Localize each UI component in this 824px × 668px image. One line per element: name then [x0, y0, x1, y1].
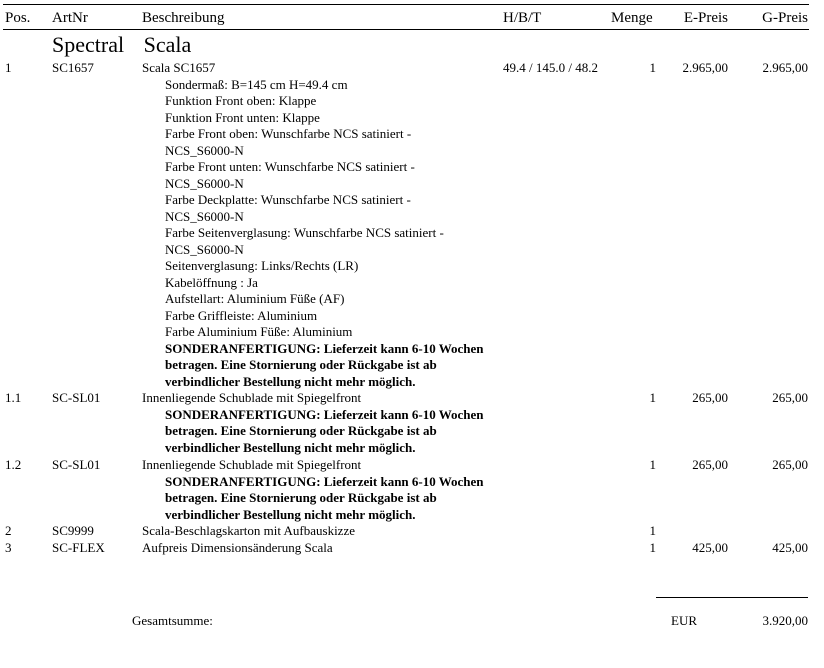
item-1-1-gpreis: 265,00 — [772, 390, 808, 405]
item-1-2-notice: verbindlicher Bestellung nicht mehr möglich. — [165, 506, 416, 522]
item-1-1-menge: 1 — [649, 390, 656, 405]
header-bottom-rule — [3, 29, 809, 30]
item-3-gpreis: 425,00 — [772, 539, 808, 555]
item-1-detail: Funktion Front oben: Klappe — [165, 93, 317, 108]
item-3-artnr: SC-FLEX — [52, 539, 105, 555]
item-1-detail: Kabelöffnung : Ja — [165, 274, 258, 290]
item-2-menge: 1 — [649, 523, 656, 538]
item-1-detail: NCS_S6000-N — [165, 175, 244, 191]
item-1-2-artnr: SC-SL01 — [52, 457, 101, 472]
item-1-1-notice: verbindlicher Bestellung nicht mehr möglich. — [165, 439, 416, 455]
item-1-hbt: 49.4 / 145.0 / 48.2 — [503, 60, 598, 75]
item-1-detail: Farbe Seitenverglasung: Wunschfarbe NCS satiniert - — [165, 225, 444, 240]
item-1-1-epreis: 265,00 — [692, 390, 728, 405]
item-3-beschreibung: Aufpreis Dimensionsänderung Scala — [142, 539, 333, 555]
item-1-1-notice: SONDERANFERTIGUNG: Lieferzeit kann 6-10 Wochen — [165, 406, 484, 422]
item-1-pos: 1 — [5, 60, 12, 75]
item-1-detail: Farbe Griffleiste: Aluminium — [165, 307, 318, 323]
item-1-detail: Aufstellart: Aluminium Füße (AF) — [165, 291, 345, 306]
group-line: Scala — [143, 32, 192, 57]
item-1-detail: NCS_S6000-N — [165, 241, 244, 257]
item-1-gpreis: 2.965,00 — [762, 60, 808, 75]
item-1-2-menge: 1 — [649, 457, 656, 472]
item-1-2-gpreis: 265,00 — [772, 457, 808, 472]
item-1-2-notice: betragen. Eine Stornierung oder Rückgabe ist ab — [165, 490, 437, 505]
item-1-detail: Sondermaß: B=145 cm H=49.4 cm — [165, 76, 348, 92]
total-label: Gesamtsumme: — [132, 613, 213, 628]
item-1-detail: NCS_S6000-N — [165, 208, 244, 224]
item-2-pos: 2 — [5, 523, 12, 538]
total-amount: 3.920,00 — [762, 613, 808, 628]
header-top-rule — [3, 4, 809, 5]
item-1-2-pos: 1.2 — [5, 457, 22, 472]
item-1-2-beschreibung: Innenliegende Schublade mit Spiegelfront — [142, 457, 362, 472]
item-1-detail: Farbe Front oben: Wunschfarbe NCS satiniert - — [165, 126, 412, 141]
item-1-epreis: 2.965,00 — [682, 60, 728, 75]
header-artnr: ArtNr — [52, 10, 88, 26]
item-1-notice: verbindlicher Bestellung nicht mehr möglich. — [165, 373, 416, 389]
header-epreis: E-Preis — [683, 10, 728, 26]
item-1-1-beschreibung: Innenliegende Schublade mit Spiegelfront — [142, 390, 362, 405]
item-2-beschreibung: Scala-Beschlagskarton mit Aufbauskizze — [142, 523, 355, 538]
item-3-epreis: 425,00 — [692, 539, 728, 555]
total-currency: EUR — [671, 613, 697, 628]
item-1-artnr: SC1657 — [52, 60, 94, 75]
header-gpreis: G-Preis — [762, 10, 808, 26]
item-1-detail: NCS_S6000-N — [165, 142, 244, 158]
item-1-detail: Funktion Front unten: Klappe — [165, 109, 320, 125]
item-2-artnr: SC9999 — [52, 523, 94, 538]
group-title — [52, 32, 191, 58]
total-rule — [656, 597, 808, 598]
item-1-notice: SONDERANFERTIGUNG: Lieferzeit kann 6-10 Wochen — [165, 340, 484, 356]
item-1-2-epreis: 265,00 — [692, 457, 728, 472]
item-1-1-pos: 1.1 — [5, 390, 22, 405]
item-3-menge: 1 — [649, 539, 656, 555]
item-1-2-notice: SONDERANFERTIGUNG: Lieferzeit kann 6-10 Wochen — [165, 473, 484, 489]
group-brand: Spectral — [52, 32, 125, 57]
item-1-1-artnr: SC-SL01 — [52, 390, 101, 405]
header-beschreibung: Beschreibung — [142, 10, 225, 26]
item-1-detail: Farbe Deckplatte: Wunschfarbe NCS satiniert - — [165, 192, 411, 207]
item-1-detail: Farbe Front unten: Wunschfarbe NCS satiniert - — [165, 159, 415, 174]
item-1-menge: 1 — [649, 60, 656, 75]
header-menge: Menge — [611, 10, 653, 26]
header-hbt: H/B/T — [503, 10, 542, 26]
item-1-detail: Farbe Aluminium Füße: Aluminium — [165, 324, 353, 339]
item-1-1-notice: betragen. Eine Stornierung oder Rückgabe ist ab — [165, 423, 437, 438]
item-1-detail: Seitenverglasung: Links/Rechts (LR) — [165, 258, 359, 273]
header-pos: Pos. — [5, 10, 31, 26]
item-1-notice: betragen. Eine Stornierung oder Rückgabe ist ab — [165, 357, 437, 372]
item-1-beschreibung: Scala SC1657 — [142, 60, 216, 75]
item-3-pos: 3 — [5, 539, 12, 555]
